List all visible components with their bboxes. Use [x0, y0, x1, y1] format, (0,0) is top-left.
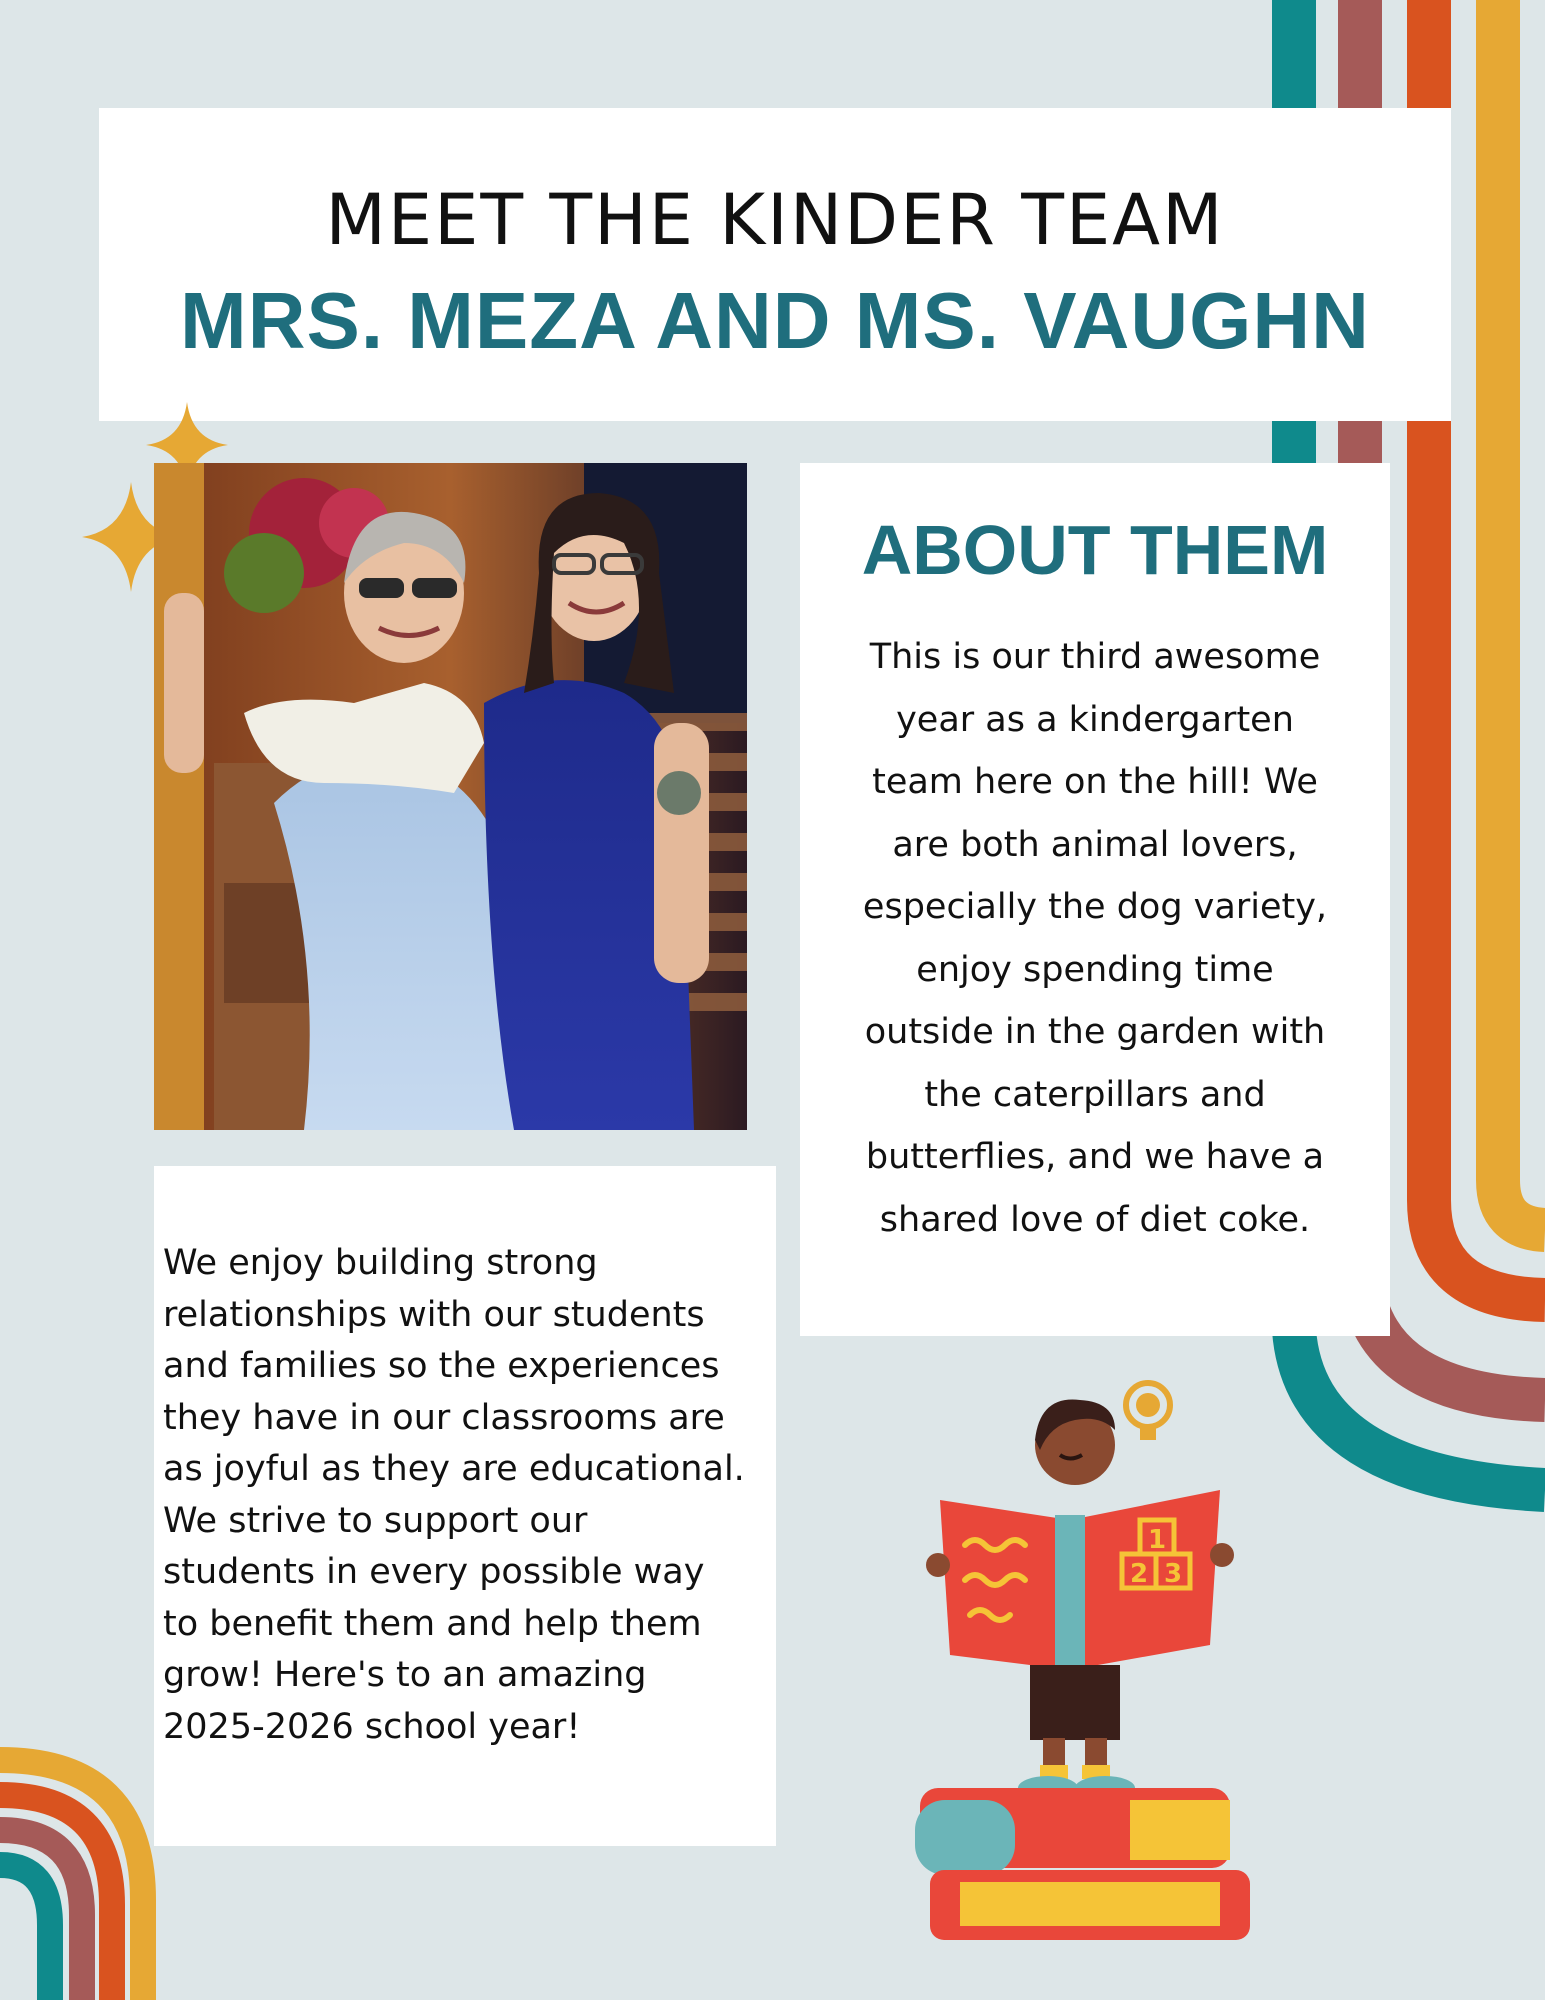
about-line: This is our third awesome — [869, 637, 1321, 677]
about-line: especially the dog variety, — [862, 887, 1328, 927]
story-line: as joyful as they are educational. — [163, 1449, 745, 1489]
story-line: We enjoy building strong — [163, 1243, 598, 1283]
about-line: are both animal lovers, — [892, 824, 1298, 865]
story-line: to benefit them and help them — [163, 1603, 702, 1644]
book-number-3: 3 — [1163, 1559, 1183, 1589]
lightbulb-icon — [1126, 1383, 1170, 1440]
story-text — [163, 1238, 773, 1753]
about-line: team here on the hill! We — [872, 762, 1318, 802]
book-number-2: 2 — [1129, 1559, 1149, 1589]
book-stack — [915, 1788, 1250, 1940]
about-line: enjoy spending time — [916, 949, 1274, 990]
story-line: grow! Here's to an amazing — [163, 1655, 647, 1695]
story-line: and families so the experiences — [163, 1346, 720, 1386]
about-text — [835, 626, 1355, 1251]
header-card — [99, 108, 1451, 421]
story-line: 2025-2026 school year! — [163, 1706, 581, 1747]
story-line: relationships with our students — [163, 1294, 705, 1335]
about-line: shared love of diet coke. — [879, 1199, 1311, 1240]
story-card — [154, 1166, 776, 1846]
about-line: outside in the garden with — [864, 1012, 1326, 1052]
page-title: MEET THE KINDER TEAM — [325, 179, 1225, 261]
book-number-1: 1 — [1147, 1525, 1167, 1555]
story-line: We strive to support our — [163, 1500, 588, 1541]
about-card — [800, 463, 1390, 1336]
reading-kid-illustration — [900, 1370, 1250, 1940]
about-line: year as a kindergarten — [896, 699, 1294, 740]
about-title: ABOUT THEM — [861, 511, 1329, 589]
story-line: students in every possible way — [163, 1552, 705, 1592]
about-line: butterflies, and we have a — [865, 1137, 1325, 1177]
about-line: the caterpillars and — [924, 1074, 1266, 1115]
page-subtitle: MRS. MEZA AND MS. VAUGHN — [180, 276, 1370, 365]
team-photo — [154, 463, 747, 1130]
story-line: they have in our classrooms are — [163, 1397, 725, 1438]
